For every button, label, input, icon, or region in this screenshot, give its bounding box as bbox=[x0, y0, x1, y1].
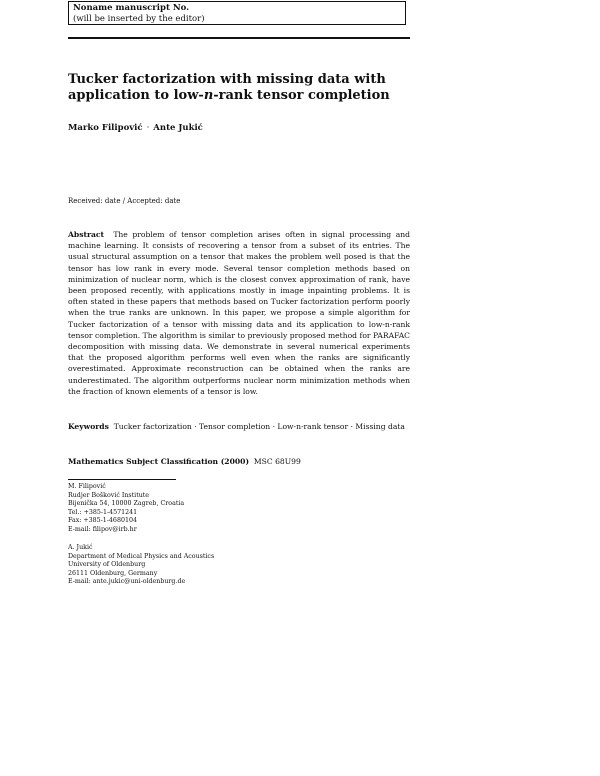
affiliation-line: Rudjer Bošković Institute bbox=[68, 491, 150, 499]
keywords-text: Tucker factorization · Tensor completion · Low-n-rank tensor · Missing data bbox=[113, 422, 405, 431]
affiliation-line: Department of Medical Physics and Acoustics bbox=[68, 552, 215, 560]
abstract bbox=[68, 229, 410, 397]
affiliation-line: University of Oldenburg bbox=[68, 561, 146, 569]
keywords bbox=[68, 421, 410, 432]
author-name: Marko Filipović bbox=[68, 123, 143, 133]
received-date: Received: date / Accepted: date bbox=[68, 197, 181, 205]
msc-classification bbox=[68, 456, 410, 467]
manuscript-header-box bbox=[68, 1, 406, 25]
affiliation-email: E-mail: ante.jukic@uni-oldenburg.de bbox=[68, 578, 186, 586]
keywords-label: Keywords bbox=[68, 422, 109, 431]
affiliation-line: M. Filipović bbox=[68, 483, 106, 490]
manuscript-number: Noname manuscript No. bbox=[73, 3, 190, 13]
title-line-2: application to low-n-rank tensor completion bbox=[68, 88, 390, 103]
affiliation-line: A. Jukić bbox=[68, 544, 93, 551]
header-rule bbox=[68, 37, 410, 39]
author-name: Ante Jukić bbox=[153, 123, 203, 133]
affiliation-line: 26111 Oldenburg, Germany bbox=[68, 569, 158, 577]
msc-label: Mathematics Subject Classification (2000) bbox=[68, 457, 250, 466]
author-separator: · bbox=[146, 123, 150, 133]
editor-note: (will be inserted by the editor) bbox=[73, 13, 205, 24]
abstract-label: Abstract bbox=[68, 230, 105, 239]
affiliation-filipovic bbox=[68, 483, 268, 535]
affiliation-line: Tel.: +385-1-4571241 bbox=[68, 508, 138, 516]
abstract-text: The problem of tensor completion arises often in signal processing and machine learning. It consists of recovering a tensor from a subset of its entries. The usual structural assumption on a tensor that makes the problem well posed is that the tensor has low rank in every mode. Several tensor completion methods based on minimization of nuclear norm, which is the closest convex approximation of rank, have been proposed recently, with applications mostly in image inpainting problems. It is often stated in these papers that methods based on Tucker factorization perform poorly when the true ranks are unknown. In this paper, we propose a simple algorithm for Tucker factorization of a tensor with missing data and its application to low-n-rank tensor completion. The algorithm is similar to previously proposed method for PARAFAC decomposition with missing data. We demonstrate in several numerical experiments that the proposed algorithm performs well even when the ranks are significantly overestimated. Approximate reconstruction can be obtained when the ranks are underestimated. The algorithm outperforms nuclear norm minimization methods when the fraction of known elements of a tensor is low. bbox=[68, 230, 410, 396]
msc-code: MSC 68U99 bbox=[253, 457, 301, 466]
affiliation-line: Fax: +385-1-4680104 bbox=[68, 517, 137, 525]
author-list bbox=[68, 123, 203, 134]
affiliation-line: Bijenička 54, 10000 Zagreb, Croatia bbox=[68, 500, 185, 508]
footnote-rule bbox=[68, 479, 176, 480]
affiliation-jukic bbox=[68, 544, 268, 587]
paper-title bbox=[68, 72, 408, 104]
title-line-1: Tucker factorization with missing data with bbox=[68, 72, 386, 87]
affiliation-email: E-mail: filipov@irb.hr bbox=[68, 525, 137, 533]
